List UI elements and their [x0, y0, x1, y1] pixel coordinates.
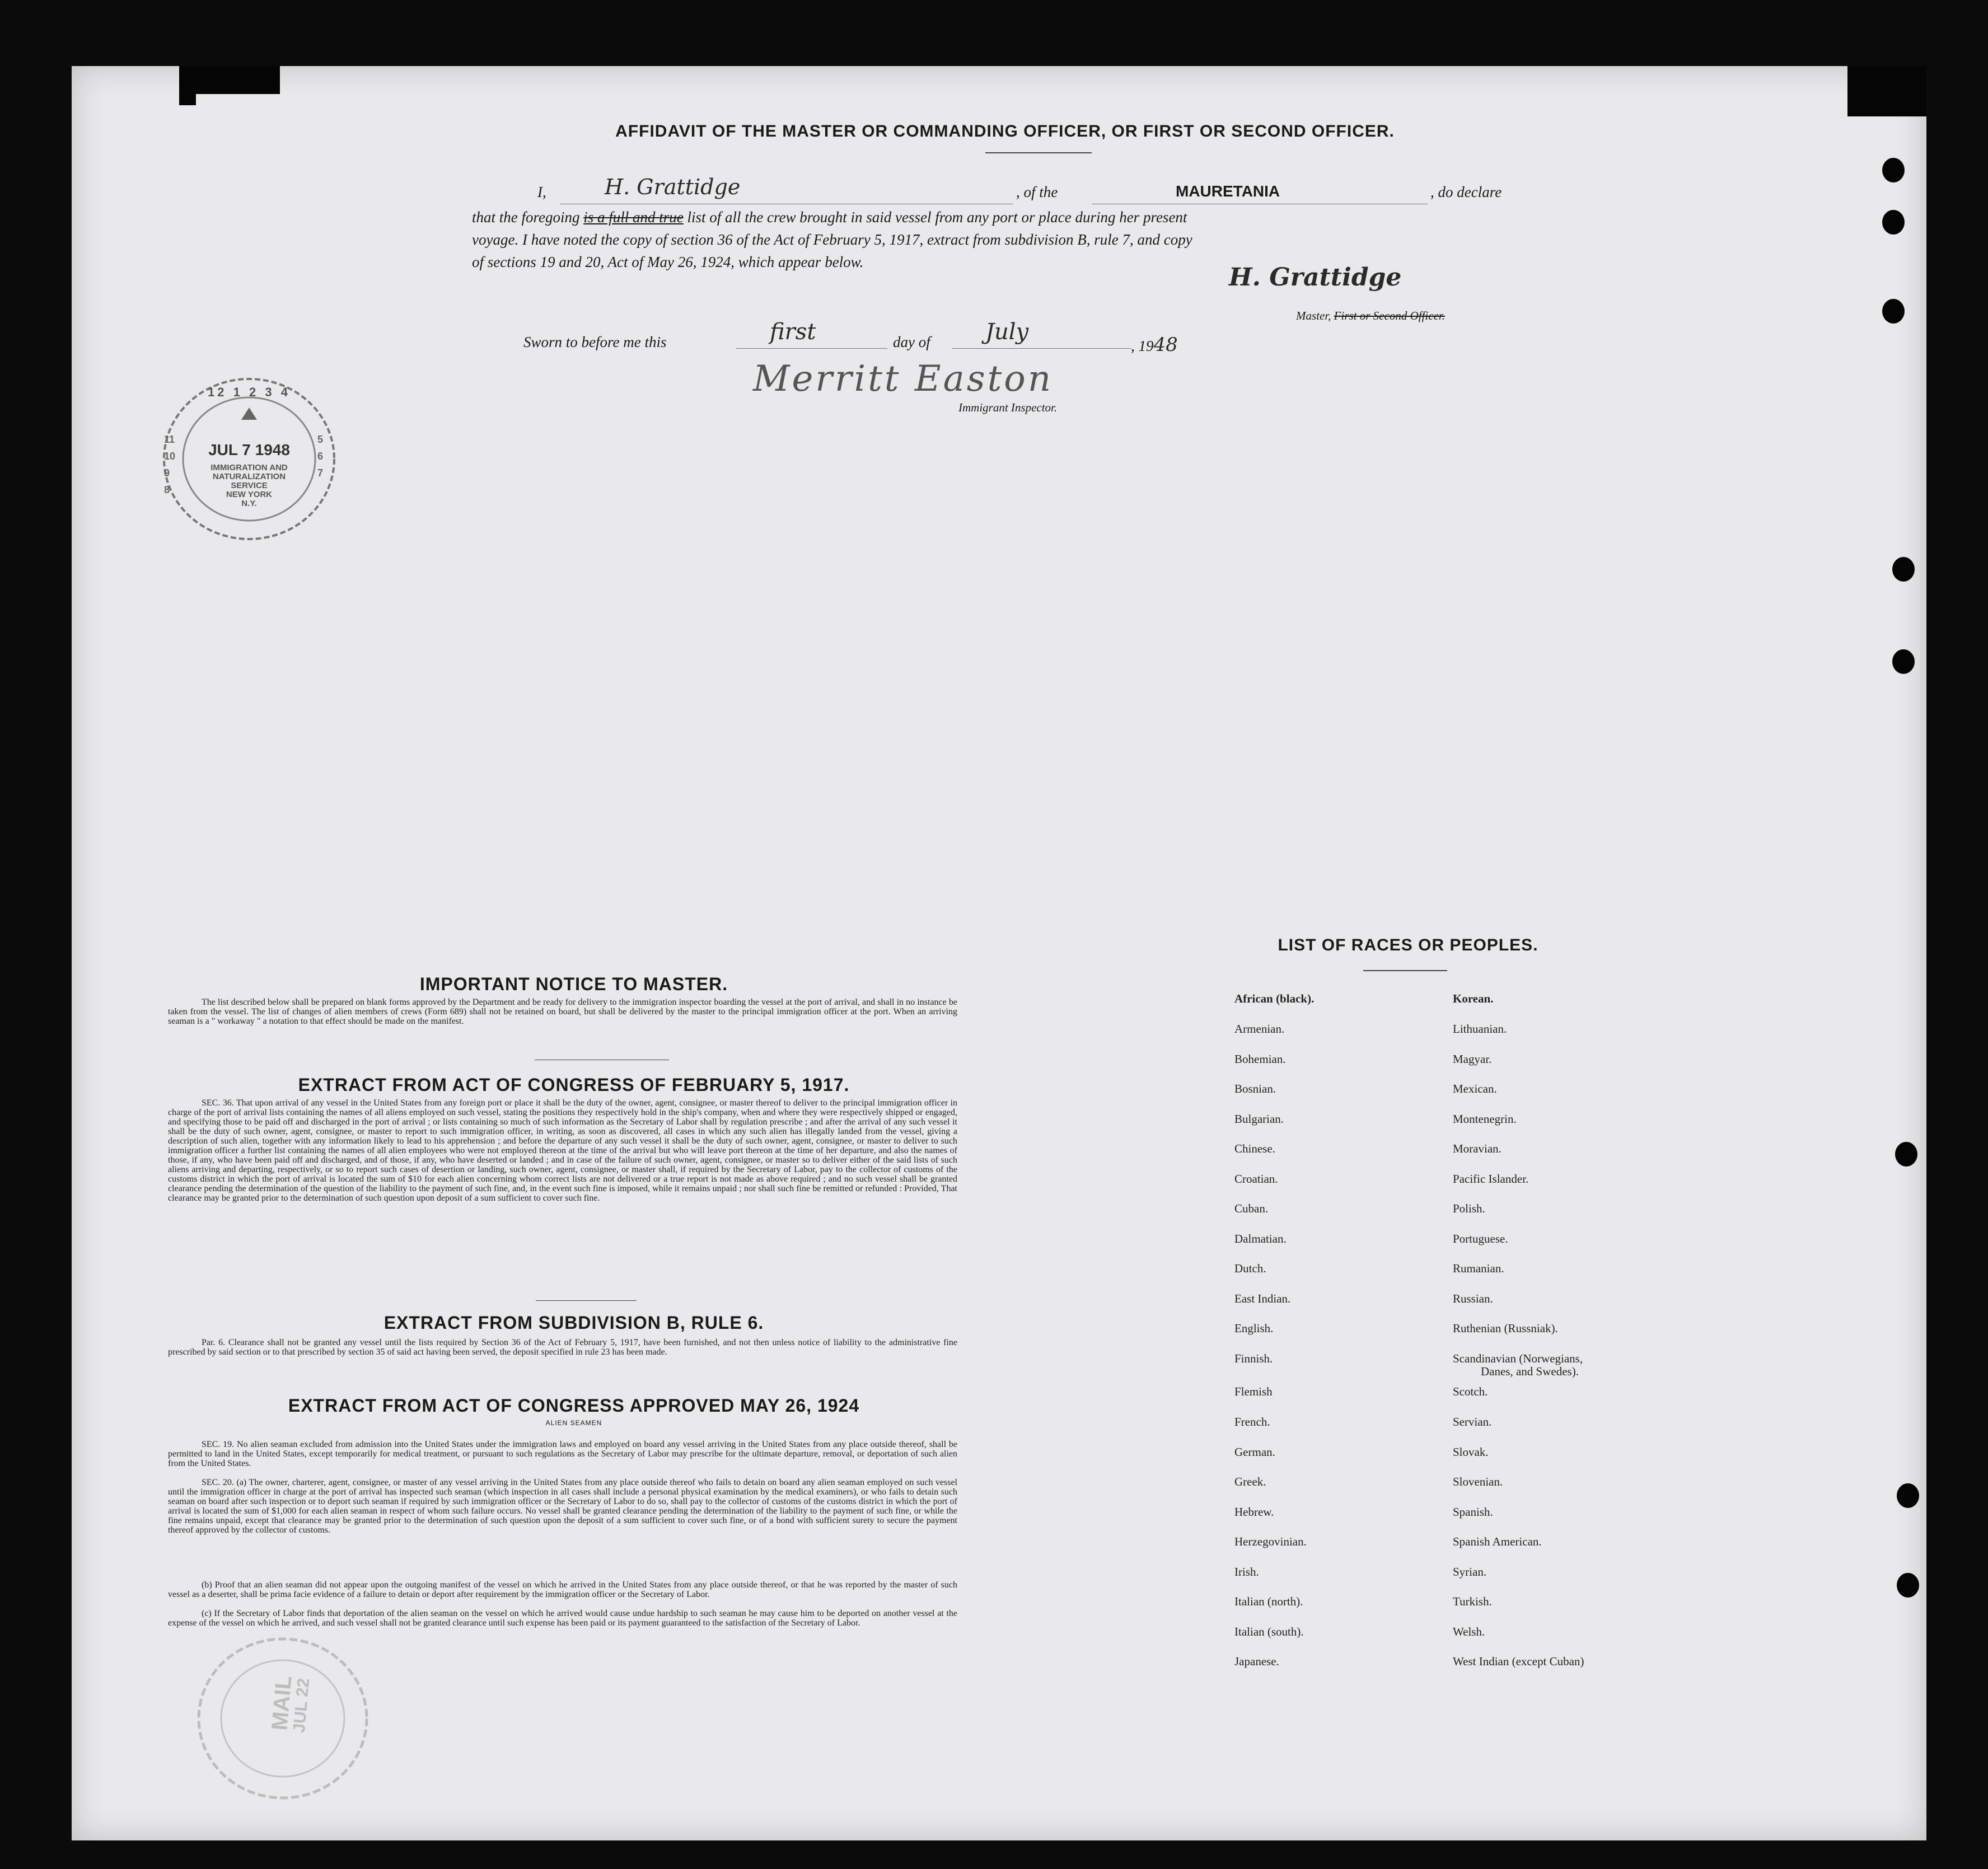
race-item-continuation: Danes, and Swedes). — [1481, 1365, 1579, 1378]
body-line1-struck: is a full and true — [583, 209, 684, 226]
race-item: Chinese. — [1234, 1142, 1275, 1155]
stamp-number: 8 — [164, 484, 170, 495]
extract-1917-text: SEC. 36. That upon arrival of any vessel in the United States from any foreign port or place it shall be the duty of the owner, agent, consignee, or master thereof to deliver to the principal immigration officer in charge of the port of arrival lists containing the names of all aliens employed on such vessel, stating the positions they respectively hold in the ship's company, when and where they were respectively shipped or engaged, and specifying those to be paid off and discharged in the port of arrival ; or lists containing so much of such information as the Secretary of Labor shall by regulation prescribe ; and after the arrival of any such vessel it shall be the duty of such owner, agent, consignee, or master to report to such immigration officer, in writing, as soon as discovered, all cases in which any such alien has illegally landed from the vessel, giving a description of such alien, together with any information likely to lead to his apprehension ; and before the departure of any such vessel it shall be the duty of such owner, agent, consignee, or master to deliver to such immigration officer a further list containing the names of all alien employees who were not employed thereon at the time of the arrival but who will leave port thereon at the time of her departure, and also the names of those, if any, who have been paid off and discharged, and of those, if any, who have deserted or landed ; and in case of the failure of such owner, agent, consignee, or master so to deliver either of the said lists of such aliens arriving and departing, respectively, or so to report such cases of desertion or landing, such owner, agent, consignee, or master shall, if required by the Secretary of Labor, pay to the collector of customs of the customs district in which the port of arrival is located the sum of $10 for each alien concerning whom correct lists are not delivered or a true report is not made as above required ; and no such vessel shall be granted clearance pending the determination of the question of the liability to the payment of such fine, and, in the event such fine is imposed, while it remains unpaid ; nor shall such fine be remitted or refunded : Provided, That clearance may be granted prior to the determination of such question upon deposit of a sum sufficient to cover such fine. — [168, 1098, 957, 1203]
race-item: Hebrew. — [1234, 1505, 1274, 1519]
stamp-line: N.Y. — [241, 499, 257, 508]
race-item: Servian. — [1453, 1415, 1492, 1428]
stamp-line: SERVICE — [231, 481, 268, 490]
affidavit-i-label: I, — [537, 184, 546, 200]
immigration-stamp — [160, 375, 339, 543]
race-item: East Indian. — [1234, 1292, 1291, 1305]
race-item: Ruthenian (Russniak). — [1453, 1322, 1558, 1335]
stamp-number: 2 — [249, 385, 259, 399]
year-handwritten: 48 — [1153, 334, 1178, 356]
stamp-line: IMMIGRATION AND — [211, 463, 288, 472]
race-item: Montenegrin. — [1453, 1112, 1517, 1126]
race-item: Slovak. — [1453, 1445, 1489, 1459]
race-item: Scotch. — [1453, 1385, 1488, 1398]
race-item: Turkish. — [1453, 1595, 1492, 1608]
tape-mark — [179, 66, 196, 105]
stamp-circle-icon — [160, 375, 339, 543]
race-item: French. — [1234, 1415, 1270, 1428]
master-signature: H. Grattidge — [1229, 263, 1402, 292]
race-item: Slovenian. — [1453, 1475, 1503, 1488]
stamp-number: 12 — [208, 385, 227, 399]
stamp-number: 5 — [317, 434, 324, 445]
sworn-label: Sworn to before me this — [523, 334, 667, 350]
stamp-number: 3 — [265, 385, 275, 399]
stamp-number: 11 — [164, 434, 175, 445]
sworn-day: first — [770, 319, 816, 345]
mail-stamp — [193, 1634, 372, 1802]
stamp-number: 1 — [233, 385, 243, 399]
divider — [536, 1300, 637, 1301]
tape-mark — [1847, 66, 1926, 116]
body-line1-end: list of all the crew brought in said vessel from any port or place during her present — [687, 209, 1187, 226]
race-item: Portuguese. — [1453, 1232, 1508, 1245]
race-item: Cuban. — [1234, 1202, 1269, 1215]
day-of-label: day of — [893, 334, 930, 350]
stamp-text — [190, 463, 308, 508]
inspector-label: Immigrant Inspector. — [958, 401, 1058, 414]
extract-1924-title: EXTRACT FROM ACT OF CONGRESS APPROVED MAY 26, 1924 — [288, 1395, 860, 1416]
race-item: English. — [1234, 1322, 1274, 1335]
race-item: Greek. — [1234, 1475, 1266, 1488]
race-item: African (black). — [1234, 992, 1315, 1005]
races-title: LIST OF RACES OR PEOPLES. — [1278, 936, 1538, 954]
race-item: Rumanian. — [1453, 1262, 1504, 1275]
extract-1924-sec20a: SEC. 20. (a) The owner, charterer, agent, consignee, or master of any vessel arriving in the United States from any place outside thereof who fails to detain on board any alien seaman employed on such vessel until the immigration officer in charge at the port of arrival has inspected such seaman (which inspection in all cases shall include a personal physical examination by the medical examiners), or who fails to detain such seaman on board after such inspection or to deport such seaman if required by such immigration officer or the Secretary of Labor to do so, shall pay to the collector of customs of the customs district in which the port of arrival is located the sum of $1,000 for each alien seaman in respect of whom such failure occurs. No vessel shall be granted clearance pending the determination of the liability to the payment of such fine, or while the fine remains unpaid, except that clearance may be granted prior to the determination of such question upon the deposit of a sum sufficient to cover such fine, or of a bond with sufficient surety to secure the payment thereof approved by the collector of customs. — [168, 1478, 957, 1535]
mail-stamp-text: MAIL — [267, 1674, 297, 1732]
punch-hole — [1882, 158, 1905, 182]
stamp-number: 6 — [317, 451, 324, 462]
race-item: Bulgarian. — [1234, 1112, 1284, 1126]
stamp-line: NATURALIZATION — [212, 472, 286, 481]
punch-hole — [1892, 557, 1915, 582]
year-prefix: , 19 — [1131, 338, 1154, 354]
race-item: Dalmatian. — [1234, 1232, 1287, 1245]
race-item: Magyar. — [1453, 1052, 1492, 1066]
inspector-signature: Merritt Easton — [753, 358, 1054, 400]
stamp-line: NEW YORK — [226, 490, 273, 499]
race-item: Herzegovinian. — [1234, 1535, 1307, 1548]
race-item: Armenian. — [1234, 1022, 1285, 1036]
race-item: Italian (north). — [1234, 1595, 1303, 1608]
year-label — [1131, 334, 1178, 356]
race-item: German. — [1234, 1445, 1275, 1459]
affidavit-body-line1 — [472, 209, 1536, 226]
do-declare-label: , do declare — [1430, 184, 1502, 200]
stamp-numbers — [182, 385, 316, 400]
punch-hole — [1897, 1483, 1919, 1508]
stamp-number: 4 — [280, 385, 291, 399]
race-item: Bosnian. — [1234, 1082, 1276, 1095]
punch-hole — [1892, 649, 1915, 674]
extract-1924-subtitle: ALIEN SEAMEN — [545, 1419, 602, 1427]
race-item: Mexican. — [1453, 1082, 1497, 1095]
body-line1-start: that the foregoing — [472, 209, 580, 226]
stamp-number: 10 — [164, 451, 176, 462]
vessel-name: MAURETANIA — [1176, 182, 1280, 200]
master-name-handwritten: H. Grattidge — [605, 175, 741, 199]
race-item: Syrian. — [1453, 1565, 1487, 1578]
race-item: Finnish. — [1234, 1352, 1273, 1365]
day-underline — [736, 348, 887, 349]
punch-hole — [1895, 1142, 1917, 1167]
race-item: West Indian (except Cuban) — [1453, 1655, 1584, 1668]
master-label: Master, — [1296, 309, 1331, 322]
officer-struck: First or Second Officer. — [1334, 309, 1445, 322]
master-title-label — [1296, 309, 1445, 323]
notice-title: IMPORTANT NOTICE TO MASTER. — [419, 974, 728, 994]
affidavit-title: AFFIDAVIT OF THE MASTER OR COMMANDING OFFICER, OR FIRST OR SECOND OFFICER. — [615, 122, 1395, 140]
race-item: Croatian. — [1234, 1172, 1278, 1186]
affidavit-body-line2: voyage. I have noted the copy of section 36 of the Act of February 5, 1917, extract from subdivision B, rule 7, and copy — [472, 231, 1192, 248]
stamp-date: JUL 7 1948 — [208, 441, 290, 458]
month-underline — [952, 348, 1131, 349]
extract-1924-sec20b: (b) Proof that an alien seaman did not appear upon the outgoing manifest of the vessel on which he arrived in the United States from any place outside thereof, or that he was reported by the master of such vessel as a deserter, shall be prima facie evidence of a failure to detain or deport after requirement by the immigration officer or the Secretary of Labor. — [168, 1580, 957, 1599]
race-item: Pacific Islander. — [1453, 1172, 1529, 1186]
race-item: Bohemian. — [1234, 1052, 1286, 1066]
notice-text: The list described below shall be prepared on blank forms approved by the Department and be ready for delivery to the immigration inspector boarding the vessel at the port of arrival, and shall in no instance be taken from the vessel. The list of changes of alien members of crews (Form 689) shall not be retained on board, but shall be delivered by the master to the principal immigration officer at the port. When an arriving seaman is a " workaway " a notation to that effect should be made on the manifest. — [168, 997, 957, 1026]
mail-stamp-date: JUL 22 — [289, 1677, 314, 1734]
race-item: Japanese. — [1234, 1655, 1279, 1668]
stamp-numbers-left — [164, 431, 181, 498]
race-item: Dutch. — [1234, 1262, 1266, 1275]
race-item: Russian. — [1453, 1292, 1493, 1305]
race-item: Scandinavian (Norwegians, — [1453, 1352, 1583, 1365]
stamp-number: 7 — [317, 467, 324, 479]
subdivision-b-text: Par. 6. Clearance shall not be granted any vessel until the lists required by Section 36 of the Act of February 5, 1917, have been furnished, and not then unless notice of liability to the administrative fine prescribed by said section or to that prescribed by section 35 of said act having been served, the deposit specified in rule 23 has been made. — [168, 1338, 957, 1357]
race-item: Moravian. — [1453, 1142, 1501, 1155]
race-item: Polish. — [1453, 1202, 1485, 1215]
sworn-month: July — [985, 319, 1029, 345]
stamp-numbers-right — [317, 431, 334, 481]
punch-hole — [1882, 299, 1905, 324]
race-item: Korean. — [1453, 992, 1494, 1005]
extract-1924-sec20c: (c) If the Secretary of Labor finds that deportation of the alien seaman on the vessel on which he arrived would cause undue hardship to such seaman he may cause him to be deported on another vessel at the expense of the vessel on which he arrived, and such vessel shall not be granted clearance until such expense has been paid or its payment guaranteed to the satisfaction of the Secretary of Labor. — [168, 1609, 957, 1628]
race-item: Welsh. — [1453, 1625, 1485, 1638]
punch-hole — [1882, 210, 1905, 235]
extract-1917-title: EXTRACT FROM ACT OF CONGRESS OF FEBRUARY 5, 1917. — [298, 1075, 850, 1095]
affidavit-body-line3: of sections 19 and 20, Act of May 26, 1924, which appear below. — [472, 254, 864, 270]
race-item: Flemish — [1234, 1385, 1273, 1398]
extract-1924-sec19: SEC. 19. No alien seaman excluded from admission into the United States under the immigration laws and employed on board any vessel arriving in the United States from any place outside thereof, shall be permitted to land in the United States, except temporarily for medical treatment, or pursuant to such regulations as the Secretary of Labor may prescribe for the ultimate departure, removal, or deportation of such alien from the United States. — [168, 1440, 957, 1468]
race-item: Spanish American. — [1453, 1535, 1542, 1548]
punch-hole — [1897, 1573, 1919, 1598]
races-divider — [1363, 970, 1447, 971]
race-item: Italian (south). — [1234, 1625, 1304, 1638]
race-item: Lithuanian. — [1453, 1022, 1507, 1036]
subdivision-b-title: EXTRACT FROM SUBDIVISION B, RULE 6. — [383, 1313, 764, 1333]
race-item: Spanish. — [1453, 1505, 1493, 1519]
race-item: Irish. — [1234, 1565, 1259, 1578]
of-the-label: , of the — [1016, 184, 1058, 200]
stamp-number: 9 — [164, 467, 170, 479]
title-divider — [985, 152, 1092, 153]
